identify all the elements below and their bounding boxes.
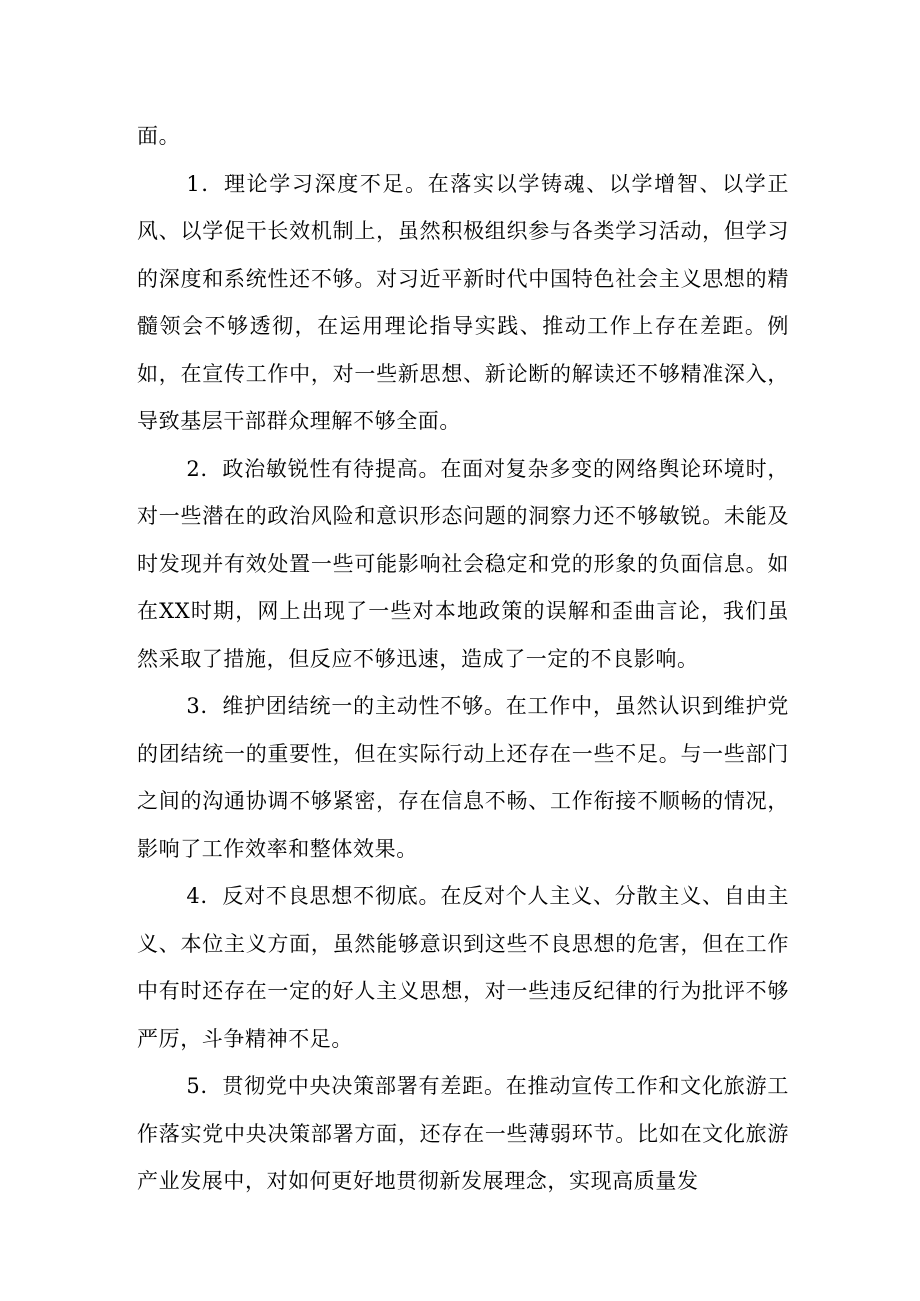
item-text: 理论学习深度不足。在落实以学铸魂、以学增智、以学正风、以学促干长效机制上，虽然积极组织参与各类学习活动，但学习的深度和系统性还不够。对习近平新时代中国特色社会主义思想的精髓领会不够透彻，在运用理论指导实践、推动工作上存在差距。例如，在宣传工作中，对一些新思想、新论断的解读还不够精准深入，导致基层干部群众理解不够全面。 (137, 171, 789, 433)
paragraph-item-3 (137, 683, 789, 873)
item-separator: ． (200, 1074, 223, 1098)
paragraph-continuation (137, 113, 789, 161)
item-number: 1 (186, 171, 201, 196)
item-separator: ． (200, 884, 223, 908)
item-separator: ． (200, 694, 223, 718)
paragraph-item-1 (137, 161, 789, 446)
continuation-text: 面。 (137, 124, 181, 148)
document-body (137, 113, 789, 1206)
item-number: 5 (186, 1074, 201, 1098)
item-text: 反对不良思想不彻底。在反对个人主义、分散主义、自由主义、本位主义方面，虽然能够意识到这些不良思想的危害，但在工作中有时还存在一定的好人主义思想，对一些违反纪律的行为批评不够严厉，斗争精神不足。 (137, 884, 789, 1051)
item-separator: ． (200, 456, 223, 481)
paragraph-item-5 (137, 1063, 789, 1206)
item-number: 2 (186, 456, 201, 481)
item-text: 政治敏锐性有待提高。在面对复杂多变的网络舆论环境时，对一些潜在的政治风险和意识形态问题的洞察力还不够敏锐。未能及时发现并有效处置一些可能影响社会稳定和党的形象的负面信息。如在XX时期，网上出现了一些对本地政策的误解和歪曲言论，我们虽然采取了措施，但反应不够迅速，造成了一定的不良影响。 (137, 456, 789, 671)
paragraph-item-4 (137, 873, 789, 1063)
item-text: 贯彻党中央决策部署有差距。在推动宣传工作和文化旅游工作落实党中央决策部署方面，还存在一些薄弱环节。比如在文化旅游产业发展中，对如何更好地贯彻新发展理念，实现高质量发 (137, 1074, 789, 1193)
item-number: 4 (186, 884, 201, 908)
item-separator: ． (200, 171, 224, 196)
item-number: 3 (186, 694, 201, 718)
paragraph-item-2 (137, 446, 789, 684)
item-text: 维护团结统一的主动性不够。在工作中，虽然认识到维护党的团结统一的重要性，但在实际行动上还存在一些不足。与一些部门之间的沟通协调不够紧密，存在信息不畅、工作衔接不顺畅的情况，影响了工作效率和整体效果。 (137, 694, 789, 861)
